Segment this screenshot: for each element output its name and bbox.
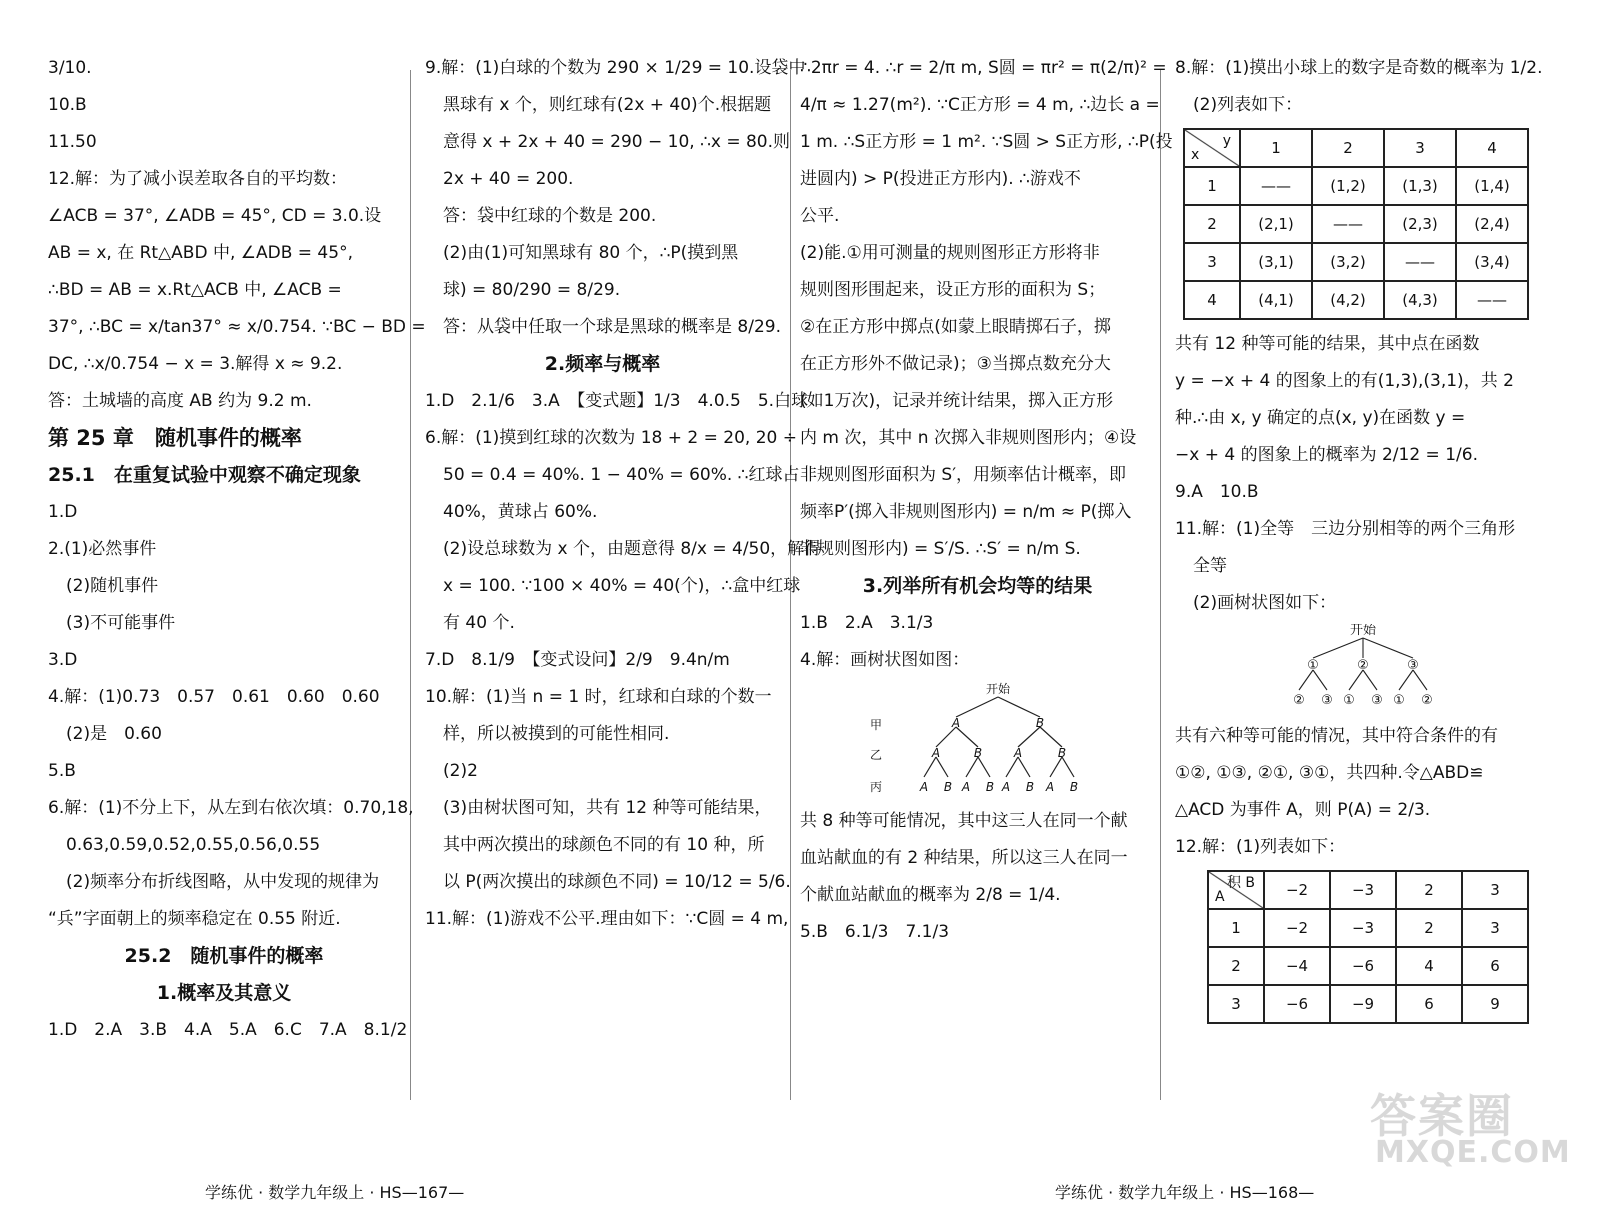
tree-node: ③ — [1370, 693, 1383, 708]
tree-node: ③ — [1320, 693, 1333, 708]
answer-line: 非规则图形内) = S′/S. ∴S′ = n/m S. — [800, 539, 1081, 559]
tree-node: B — [943, 780, 952, 794]
table-cell: 1 — [1208, 909, 1264, 947]
answer-line: ①②, ①③, ②①, ③①，共四种.令△ABD≌ — [1175, 763, 1484, 783]
answer-line: (2)由(1)可知黑球有 80 个，∴P(摸到黑 — [443, 243, 739, 263]
answer-line: −x + 4 的图象上的概率为 2/12 = 1/6. — [1175, 445, 1478, 465]
table-cell: 3 — [1184, 243, 1240, 281]
table-corner — [1184, 129, 1240, 167]
answer-line: (2)列表如下： — [1193, 95, 1303, 115]
column-divider — [1160, 70, 1161, 1100]
answer-line: 意得 x + 2x + 40 = 290 − 10, ∴x = 80.则 — [443, 132, 791, 152]
answer-line: 0.63,0.59,0.52,0.55,0.56,0.55 — [66, 835, 321, 855]
answer-line: 2.(1)必然事件 — [48, 539, 157, 559]
answer-line: 答：土城墙的高度 AB 约为 9.2 m. — [48, 391, 312, 411]
watermark-url: MXQE.COM — [1375, 1135, 1571, 1170]
answer-line: 进圆内) > P(投进正方形内). ∴游戏不 — [800, 169, 1081, 189]
answer-line: 1.D 2.1/6 3.A 【变式题】1/3 4.0.5 5.白球 — [425, 391, 809, 411]
table-header: 4 — [1456, 129, 1528, 167]
answer-line: 1 m. ∴S正方形 = 1 m². ∵S圆 > S正方形, ∴P(投 — [800, 132, 1173, 152]
answer-line: 共有 12 种等可能的结果，其中点在函数 — [1175, 334, 1480, 354]
tree-root-label: 开始 — [1349, 624, 1376, 638]
tree-node: B — [985, 780, 994, 794]
table-cell: (1,3) — [1384, 167, 1456, 205]
table-header: 2 — [1312, 129, 1384, 167]
answer-line: 50 = 0.4 = 40%. 1 − 40% = 60%. ∴红球占 — [443, 465, 800, 485]
column-1 — [48, 50, 426, 1049]
answer-line: 有 40 个. — [443, 613, 515, 633]
answer-line: 9.解：(1)白球的个数为 290 × 1/29 = 10.设袋中 — [425, 58, 806, 78]
answer-line: 5.B 6.1/3 7.1/3 — [800, 922, 950, 942]
section-title: 25.1 在重复试验中观察不确定现象 — [48, 464, 361, 486]
footer-right: 学练优 · 数学九年级上 · HS—168— — [1055, 1183, 1315, 1202]
answer-line: (3)由树状图可知，共有 12 种等可能结果， — [443, 798, 772, 818]
answer-line: 10.解：(1)当 n = 1 时，红球和白球的个数一 — [425, 687, 772, 707]
answer-line: 6.解：(1)摸到红球的次数为 18 + 2 = 20, 20 ÷ — [425, 428, 797, 448]
table-cell: −6 — [1330, 947, 1396, 985]
answer-line: 答：袋中红球的个数是 200. — [443, 206, 657, 226]
answer-line: 样，所以被摸到的可能性相同. — [443, 724, 670, 744]
subsection-title: 3.列举所有机会均等的结果 — [862, 575, 1093, 597]
answer-line: ∴2πr = 4. ∴r = 2/π m, S圆 = πr² = π(2/π)² = — [800, 58, 1167, 78]
table-cell: −9 — [1330, 985, 1396, 1023]
answer-line: 个献血站献血的概率为 2/8 = 1/4. — [800, 885, 1061, 905]
answer-line: ②在正方形中掷点(如蒙上眼睛掷石子，掷 — [800, 317, 1111, 337]
tree-node: ① — [1306, 658, 1319, 673]
tree-node: ① — [1342, 693, 1355, 708]
tree-node: ③ — [1406, 658, 1419, 673]
answer-line: (2)能.①用可测量的规则图形正方形将非 — [800, 243, 1100, 263]
answer-line: 11.解：(1)全等 三边分别相等的两个三角形 — [1175, 519, 1516, 539]
answer-line: 6.解：(1)不分上下，从左到右依次填：0.70,18, — [48, 798, 414, 818]
table-cell: (3,1) — [1240, 243, 1312, 281]
answer-line: 4.解：画树状图如图： — [800, 650, 970, 670]
answer-line: (2)设总球数为 x 个，由题意得 8/x = 4/50，解得 — [443, 539, 822, 559]
table-corner — [1208, 871, 1264, 909]
watermark-logo: 答案圈 — [1370, 1089, 1514, 1143]
table-cell: (2,1) — [1240, 205, 1312, 243]
answer-line: 12.解：为了减小误差取各自的平均数： — [48, 169, 348, 189]
answer-line: 12.解：(1)列表如下： — [1175, 837, 1346, 857]
tree-node: A — [961, 780, 970, 794]
answer-line: 9.A 10.B — [1175, 482, 1259, 502]
answer-line: 公平. — [800, 206, 840, 226]
tree-root-label: 开始 — [985, 682, 1010, 696]
answer-line: 1.D — [48, 502, 78, 522]
column-3 — [800, 50, 1173, 951]
answer-line: 5.B — [48, 761, 76, 781]
table-header: 1 — [1240, 129, 1312, 167]
answer-line: 1.B 2.A 3.1/3 — [800, 613, 934, 633]
answer-line: y = −x + 4 的图象上的有(1,3),(3,1)，共 2 — [1175, 371, 1514, 391]
answer-line: 球) = 80/290 = 8/29. — [443, 280, 621, 300]
table-cell: (1,2) — [1312, 167, 1384, 205]
answer-line: “兵”字面朝上的频率稳定在 0.55 附近. — [48, 909, 341, 929]
tree-node: ① — [1392, 693, 1405, 708]
tree-node: B — [1069, 780, 1078, 794]
answer-line: ∠ACB = 37°, ∠ADB = 45°, CD = 3.0.设 — [48, 206, 382, 226]
subsection-title: 1.概率及其意义 — [156, 982, 292, 1004]
answer-line: 8.解：(1)摸出小球上的数字是奇数的概率为 1/2. — [1175, 58, 1543, 78]
table-cell: —— — [1240, 167, 1312, 205]
table-row — [1208, 985, 1528, 1023]
column-divider — [410, 70, 411, 1100]
tree-node: B — [1035, 716, 1044, 730]
table-cell: −6 — [1264, 985, 1330, 1023]
table-cell: (4,1) — [1240, 281, 1312, 319]
answer-line: 血站献血的有 2 种结果，所以这三人在同一 — [800, 848, 1128, 868]
answer-line: 4.解：(1)0.73 0.57 0.61 0.60 0.60 — [48, 687, 380, 707]
answer-line: 11.解：(1)游戏不公平.理由如下：∵C圆 = 4 m, — [425, 909, 789, 929]
tree-diagram-abc — [858, 681, 1098, 801]
answer-line: 其中两次摸出的球颜色不同的有 10 种，所 — [443, 835, 765, 855]
table-cell: 2 — [1208, 947, 1264, 985]
table-header: −3 — [1330, 871, 1396, 909]
table-cell: −2 — [1264, 909, 1330, 947]
answer-line: 答：从袋中任取一个球是黑球的概率是 8/29. — [443, 317, 781, 337]
tree-node: A — [1045, 780, 1054, 794]
table-cell: 6 — [1462, 947, 1528, 985]
corner-label-b: 积 B — [1226, 875, 1255, 891]
answer-line: △ACD 为事件 A，则 P(A) = 2/3. — [1175, 800, 1431, 820]
outcome-table-xy — [1183, 128, 1529, 320]
table-header: −2 — [1264, 871, 1330, 909]
answer-line: (如1万次)，记录并统计结果，掷入正方形 — [800, 391, 1114, 411]
answer-line: 频率P′(掷入非规则图形内) = n/m ≈ P(掷入 — [800, 502, 1132, 522]
table-row — [1208, 909, 1528, 947]
answer-line: 2x + 40 = 200. — [443, 169, 574, 189]
answer-line: 4/π ≈ 1.27(m²). ∵C正方形 = 4 m, ∴边长 a = — [800, 95, 1160, 115]
tree-node: ② — [1356, 658, 1369, 673]
answer-line: 规则图形围起来，设正方形的面积为 S； — [800, 280, 1106, 300]
table-cell: −4 — [1264, 947, 1330, 985]
table-cell: 2 — [1396, 909, 1462, 947]
table-cell: 9 — [1462, 985, 1528, 1023]
tree-node: A — [931, 746, 940, 760]
table-row — [1184, 205, 1528, 243]
answer-line: 以 P(两次摸出的球颜色不同) = 10/12 = 5/6. — [443, 872, 791, 892]
answer-line: 种.∴由 x, y 确定的点(x, y)在函数 y = — [1175, 408, 1466, 428]
table-cell: (4,3) — [1384, 281, 1456, 319]
table-cell: (3,4) — [1456, 243, 1528, 281]
footer-left: 学练优 · 数学九年级上 · HS—167— — [205, 1183, 465, 1202]
table-header: 2 — [1396, 871, 1462, 909]
answer-line: 在正方形外不做记录)；③当掷点数充分大 — [800, 354, 1111, 374]
tree-node: B — [1025, 780, 1034, 794]
table-cell: (4,2) — [1312, 281, 1384, 319]
tree-node: B — [1057, 746, 1066, 760]
table-cell: —— — [1312, 205, 1384, 243]
answer-line: ∴BD = AB = x.Rt△ACB 中, ∠ACB = — [48, 280, 342, 300]
tree-node: ② — [1420, 693, 1433, 708]
answer-line: 3/10. — [48, 58, 92, 78]
product-table — [1207, 870, 1529, 1024]
answer-line: (2)2 — [443, 761, 478, 781]
answer-line: 11.50 — [48, 132, 97, 152]
table-cell: 4 — [1396, 947, 1462, 985]
row-label-bing: 丙 — [869, 780, 882, 794]
table-cell: (2,3) — [1384, 205, 1456, 243]
table-cell: 2 — [1184, 205, 1240, 243]
answer-line: 40%，黄球占 60%. — [443, 502, 598, 522]
corner-label-x: x — [1191, 147, 1200, 163]
table-row — [1208, 947, 1528, 985]
table-row — [1184, 167, 1528, 205]
table-cell: (2,4) — [1456, 205, 1528, 243]
column-2 — [425, 50, 822, 938]
table-cell: 4 — [1184, 281, 1240, 319]
table-cell: (3,2) — [1312, 243, 1384, 281]
answer-line: (2)是 0.60 — [66, 724, 162, 744]
table-cell: —— — [1456, 281, 1528, 319]
row-label-jia: 甲 — [869, 718, 882, 732]
answer-line: x = 100. ∵100 × 40% = 40(个)，∴盒中红球 — [443, 576, 801, 596]
table-cell: 1 — [1184, 167, 1240, 205]
answer-line: AB = x, 在 Rt△ABD 中, ∠ADB = 45°, — [48, 243, 353, 263]
corner-label-y: y — [1222, 133, 1231, 149]
answer-line: 共 8 种等可能情况，其中这三人在同一个献 — [800, 811, 1128, 831]
table-row — [1184, 281, 1528, 319]
tree-diagram-circled — [1273, 624, 1453, 716]
table-cell: −3 — [1330, 909, 1396, 947]
table-header: 3 — [1462, 871, 1528, 909]
corner-label-a: A — [1215, 889, 1225, 905]
table-row — [1184, 243, 1528, 281]
tree-node: B — [973, 746, 982, 760]
section-title: 25.2 随机事件的概率 — [124, 945, 324, 967]
subsection-title: 2.频率与概率 — [544, 353, 661, 375]
tree-node: A — [951, 716, 960, 730]
answer-line: 全等 — [1193, 556, 1227, 576]
answer-line: 7.D 8.1/9 【变式设问】2/9 9.4n/m — [425, 650, 730, 670]
answer-line: 10.B — [48, 95, 87, 115]
row-label-yi: 乙 — [869, 748, 882, 762]
table-cell: (1,4) — [1456, 167, 1528, 205]
tree-node: A — [1013, 746, 1022, 760]
table-cell: 3 — [1462, 909, 1528, 947]
answer-line: 内 m 次，其中 n 次掷入非规则图形内；④设 — [800, 428, 1137, 448]
answer-line: 3.D — [48, 650, 78, 670]
answer-line: 1.D 2.A 3.B 4.A 5.A 6.C 7.A 8.1/2 — [48, 1020, 408, 1040]
answer-line: 非规则图形面积为 S′，用频率估计概率，即 — [800, 465, 1127, 485]
tree-node: A — [1001, 780, 1010, 794]
answer-line: 37°, ∴BC = x/tan37° ≈ x/0.754. ∵BC − BD = — [48, 317, 426, 337]
table-cell: 6 — [1396, 985, 1462, 1023]
answer-line: (2)随机事件 — [66, 576, 159, 596]
table-cell: —— — [1384, 243, 1456, 281]
answer-line: 黑球有 x 个，则红球有(2x + 40)个.根据题 — [443, 95, 772, 115]
table-header: 3 — [1384, 129, 1456, 167]
chapter-title: 第 25 章 随机事件的概率 — [48, 426, 302, 450]
answer-line: DC, ∴x/0.754 − x = 3.解得 x ≈ 9.2. — [48, 354, 343, 374]
answer-line: (2)频率分布折线图略，从中发现的规律为 — [66, 872, 380, 892]
tree-node: ② — [1292, 693, 1305, 708]
column-4 — [1175, 50, 1550, 1030]
table-cell: 3 — [1208, 985, 1264, 1023]
tree-node: A — [919, 780, 928, 794]
answer-line: (3)不可能事件 — [66, 613, 176, 633]
answer-line: 共有六种等可能的情况，其中符合条件的有 — [1175, 726, 1498, 746]
answer-line: (2)画树状图如下： — [1193, 593, 1337, 613]
